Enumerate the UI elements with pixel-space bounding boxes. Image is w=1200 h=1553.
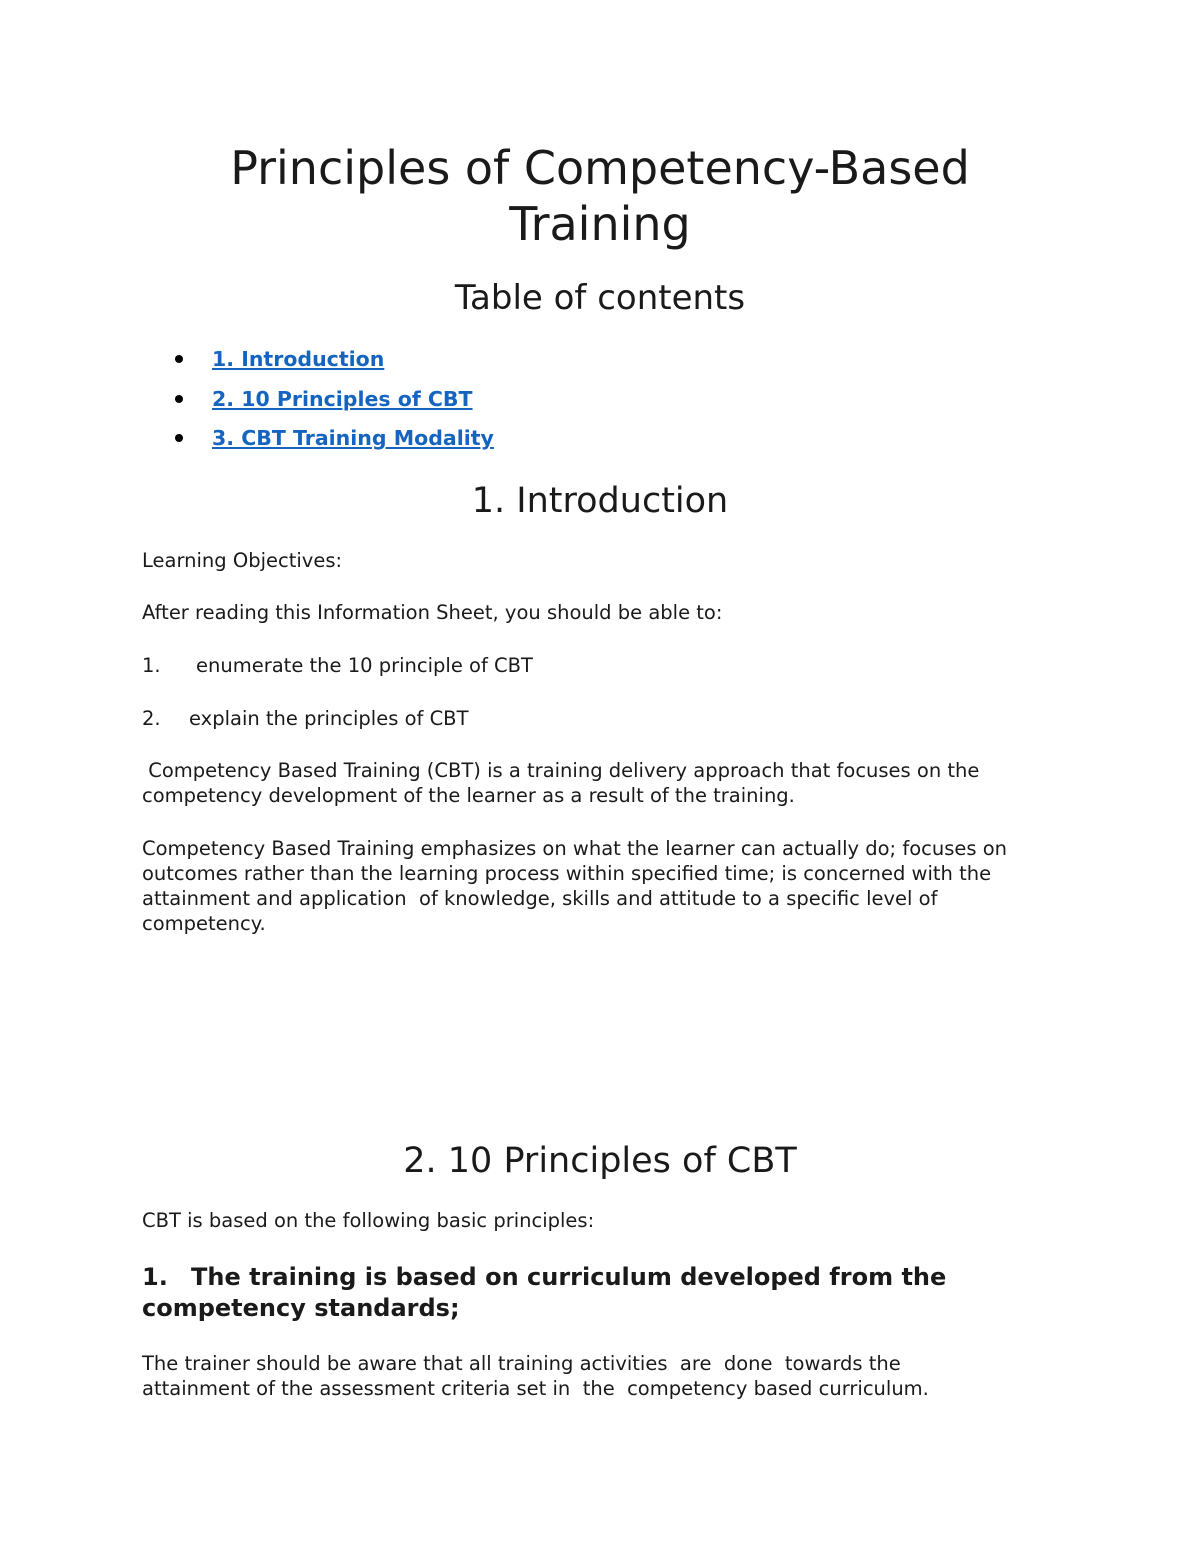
document-title xyxy=(100,140,1100,252)
principle-1-title: The training is based on curriculum developed from the competency standards; xyxy=(142,1263,947,1322)
objective-text: enumerate the 10 principle of CBT xyxy=(196,654,533,677)
toc-heading: Table of contents xyxy=(454,278,746,318)
objective-number: 2. xyxy=(142,707,161,730)
bullet-icon xyxy=(175,355,183,363)
principle-1-body: The trainer should be aware that all training activities are done towards the attainment of the assessment criteria set in the competency based curriculum. xyxy=(142,1352,929,1400)
principle-1-number: 1. xyxy=(142,1263,168,1291)
toc-link-principles[interactable]: 2. 10 Principles of CBT xyxy=(212,386,473,411)
title-line-2: Training xyxy=(509,197,691,251)
objective-text: explain the principles of CBT xyxy=(189,707,469,730)
title-line-1: Principles of Competency-Based xyxy=(230,141,970,195)
paragraph-cbt-definition: Competency Based Training (CBT) is a training delivery approach that focuses on the competency development of the learner as a result of the training. xyxy=(142,759,986,807)
paragraph-cbt-emphasis: Competency Based Training emphasizes on what the learner can actually do; focuses on outcomes rather than the learning process within specified time; is concerned with the attainment and application of knowledge, skills and attitude to a specific level of competency. xyxy=(142,837,1014,935)
section-heading-introduction: 1. Introduction xyxy=(471,481,729,521)
principle-1-heading xyxy=(142,1262,1042,1324)
toc-link-training-modality[interactable]: 3. CBT Training Modality xyxy=(212,426,494,450)
section-heading-principles: 2. 10 Principles of CBT xyxy=(403,1141,797,1181)
bullet-icon xyxy=(175,395,183,403)
toc-link-introduction[interactable]: 1. Introduction xyxy=(212,347,385,371)
learning-objectives-label: Learning Objectives: xyxy=(142,549,343,572)
bullet-icon xyxy=(175,434,183,442)
after-reading-text: After reading this Information Sheet, you should be able to: xyxy=(142,601,723,624)
principles-intro: CBT is based on the following basic principles: xyxy=(142,1209,595,1232)
objective-number: 1. xyxy=(142,654,161,677)
